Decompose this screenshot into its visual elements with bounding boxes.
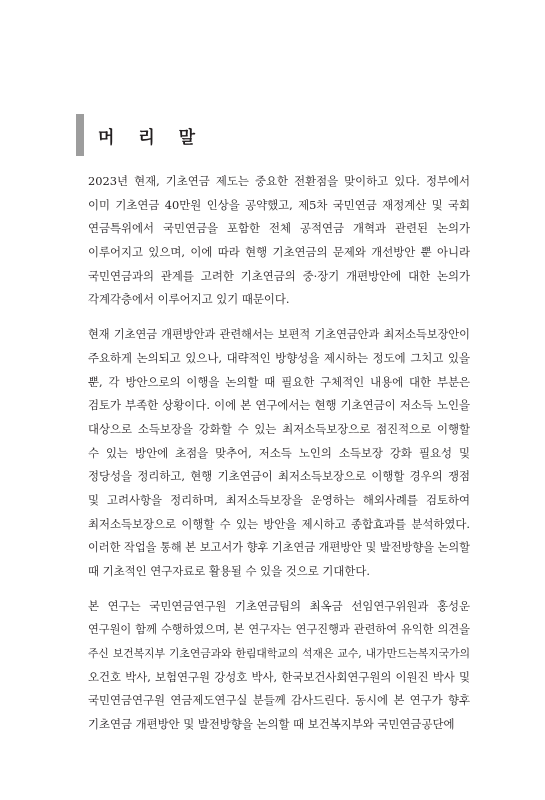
text-line: 현재 기초연금 개편방안과 관련해서는 보편적 기초연금안과 최저소득보장안이	[88, 328, 470, 342]
section-heading	[76, 114, 204, 156]
text-line: 대상으로 소득보장을 강화할 수 있는 최저소득보장으로 점진적으로 이행할	[88, 421, 470, 436]
text-line: 수 있는 방안에 초점을 맞추어, 저소득 노인의 소득보장 강화 필요성 및	[88, 445, 470, 460]
text-line: 2023년 현재, 기초연금 제도는 중요한 전환점을 맞이하고 있다. 정부에서	[88, 174, 470, 188]
text-line: 국민연금연구원 연금제도연구실 분들께 감사드린다. 동시에 본 연구가 향후	[88, 693, 470, 708]
text-line: 국민연금과의 관계를 고려한 기초연금의 중·장기 개편방안에 대한 논의가	[88, 268, 470, 283]
text-line: 때 기초적인 연구자료로 활용될 수 있을 것으로 기대한다.	[88, 564, 371, 578]
paragraph	[76, 323, 470, 584]
paragraph	[76, 170, 470, 312]
text-line: 기초연금 개편방안 및 발전방향을 논의할 때 보건복지부와 국민연금공단에	[88, 717, 455, 732]
text-line: 연금특위에서 국민연금을 포함한 전체 공적연금 개혁과 관련된 논의가	[88, 221, 470, 236]
text-line: 주신 보건복지부 기초연금과와 한림대학교의 석재은 교수, 내가만드는복지국가의	[88, 647, 470, 661]
paragraph	[76, 595, 470, 737]
text-line: 정당성을 정리하고, 현행 기초연금이 최저소득보장으로 이행할 경우의 쟁점	[88, 469, 470, 484]
text-line: 및 고려사항을 정리하며, 최저소득보장을 운영하는 해외사례를 검토하여	[88, 492, 470, 507]
text-line: 검토가 부족한 상황이다. 이에 본 연구에서는 현행 기초연금이 저소득 노인을	[88, 398, 470, 413]
text-line: 뿐, 각 방안으로의 이행을 논의할 때 필요한 구체적인 내용에 대한 부분은	[88, 374, 470, 389]
text-line: 연구원이 함께 수행하였으며, 본 연구자는 연구진행과 관련하여 유익한 의견을	[88, 623, 470, 637]
text-line: 최저소득보장으로 이행할 수 있는 방안을 제시하고 종합효과를 분석하였다.	[88, 516, 470, 531]
heading-accent-bar	[76, 114, 84, 156]
text-line: 오건호 박사, 보험연구원 강성호 박사, 한국보건사회연구원의 이원진 박사 및	[88, 669, 470, 684]
heading-title: 머 리 말	[98, 127, 205, 148]
text-line: 이러한 작업을 통해 본 보고서가 향후 기초연금 개편방안 및 발전방향을 논의할	[88, 541, 470, 555]
text-line: 이루어지고 있으며, 이에 따라 현행 기초연금의 문제와 개선방안 뿐 아니라	[88, 245, 470, 260]
text-line: 각계각층에서 이루어지고 있기 때문이다.	[88, 292, 290, 307]
text-line: 본 연구는 국민연금연구원 기초연금팀의 최옥금 선임연구위원과 홍성운	[88, 598, 470, 613]
text-line: 이미 기초연금 40만원 인상을 공약했고, 제5차 국민연금 재정계산 및 국회	[88, 197, 470, 212]
text-line: 주요하게 논의되고 있으나, 대략적인 방향성을 제시하는 정도에 그치고 있을	[88, 350, 470, 365]
body-text	[76, 170, 470, 748]
